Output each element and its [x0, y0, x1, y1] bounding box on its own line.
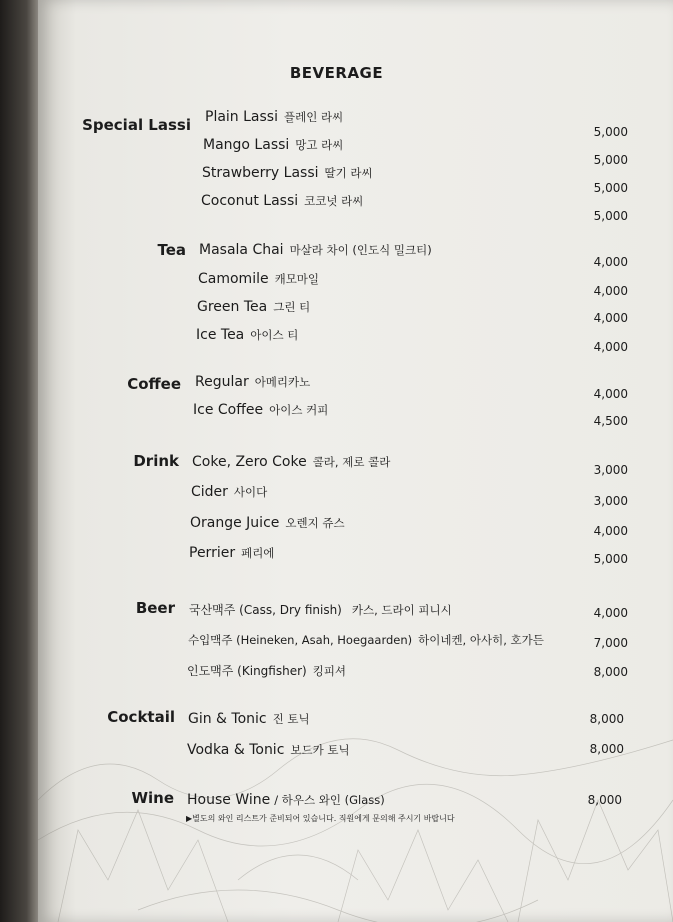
category-tea: Tea [157, 241, 186, 259]
category-wine: Wine [131, 789, 174, 807]
item-price: 4,000 [593, 284, 628, 298]
wine-list-note: ▶별도의 와인 리스트가 준비되어 있습니다. 직원에게 문의해 주시기 바랍니다 [186, 814, 455, 823]
menu-item: Coconut Lassi 코코넛 라씨 [201, 193, 364, 209]
menu-item: House Wine / 하우스 와인 (Glass) [187, 792, 385, 808]
item-price: 5,000 [593, 181, 628, 195]
menu-item: Gin & Tonic 진 토닉 [188, 711, 310, 727]
menu-item: Ice Tea 아이스 티 [196, 327, 299, 343]
item-price: 4,000 [593, 340, 628, 354]
item-price: 8,000 [589, 712, 624, 726]
menu-item: 인도맥주 (Kingfisher) 킹피셔 [187, 664, 347, 678]
item-price: 4,000 [593, 606, 628, 620]
menu-title: BEVERAGE [289, 64, 384, 82]
item-price: 7,000 [593, 636, 628, 650]
menu-item: 수입맥주 (Heineken, Asah, Hoegaarden) 하이네켄, 아사히, 호가든 [188, 633, 544, 647]
item-price: 4,000 [593, 387, 628, 401]
category-beer: Beer [135, 599, 175, 617]
menu-item: Green Tea 그린 티 [197, 299, 311, 315]
menu-item: Plain Lassi 플레인 라씨 [205, 109, 344, 125]
item-price: 3,000 [593, 494, 628, 508]
menu-item: Regular 아메리카노 [195, 374, 311, 390]
menu-item: Coke, Zero Coke 콜라, 제로 콜라 [192, 454, 391, 470]
item-price: 4,000 [593, 524, 628, 538]
item-price: 4,000 [593, 255, 628, 269]
category-cocktail: Cocktail [107, 708, 175, 726]
menu-item: Camomile 캐모마일 [198, 271, 320, 287]
item-price: 4,500 [593, 414, 628, 428]
item-price: 5,000 [593, 209, 628, 223]
item-price: 3,000 [593, 463, 628, 477]
menu-item: Cider 사이다 [191, 484, 268, 500]
menu-item: Vodka & Tonic 보드카 토닉 [187, 742, 350, 758]
item-price: 8,000 [587, 793, 622, 807]
menu-item: Perrier 페리에 [189, 545, 275, 561]
category-coffee: Coffee [127, 375, 181, 393]
item-price: 5,000 [593, 552, 628, 566]
item-price: 5,000 [593, 153, 628, 167]
menu-item: Ice Coffee 아이스 커피 [193, 402, 329, 418]
item-price: 4,000 [593, 311, 628, 325]
menu-item: Masala Chai 마살라 차이 (인도식 밀크티) [199, 242, 432, 258]
menu-item: Strawberry Lassi 딸기 라씨 [202, 165, 373, 181]
menu-item: 국산맥주 (Cass, Dry finish) 카스, 드라이 피니시 [189, 603, 452, 617]
category-special-lassi: Special Lassi [82, 116, 191, 134]
item-price: 8,000 [593, 665, 628, 679]
item-price: 8,000 [589, 742, 624, 756]
menu-item: Orange Juice 오렌지 쥬스 [190, 515, 345, 531]
menu-item: Mango Lassi 망고 라씨 [203, 137, 344, 153]
item-price: 5,000 [593, 125, 628, 139]
category-drink: Drink [133, 452, 179, 470]
